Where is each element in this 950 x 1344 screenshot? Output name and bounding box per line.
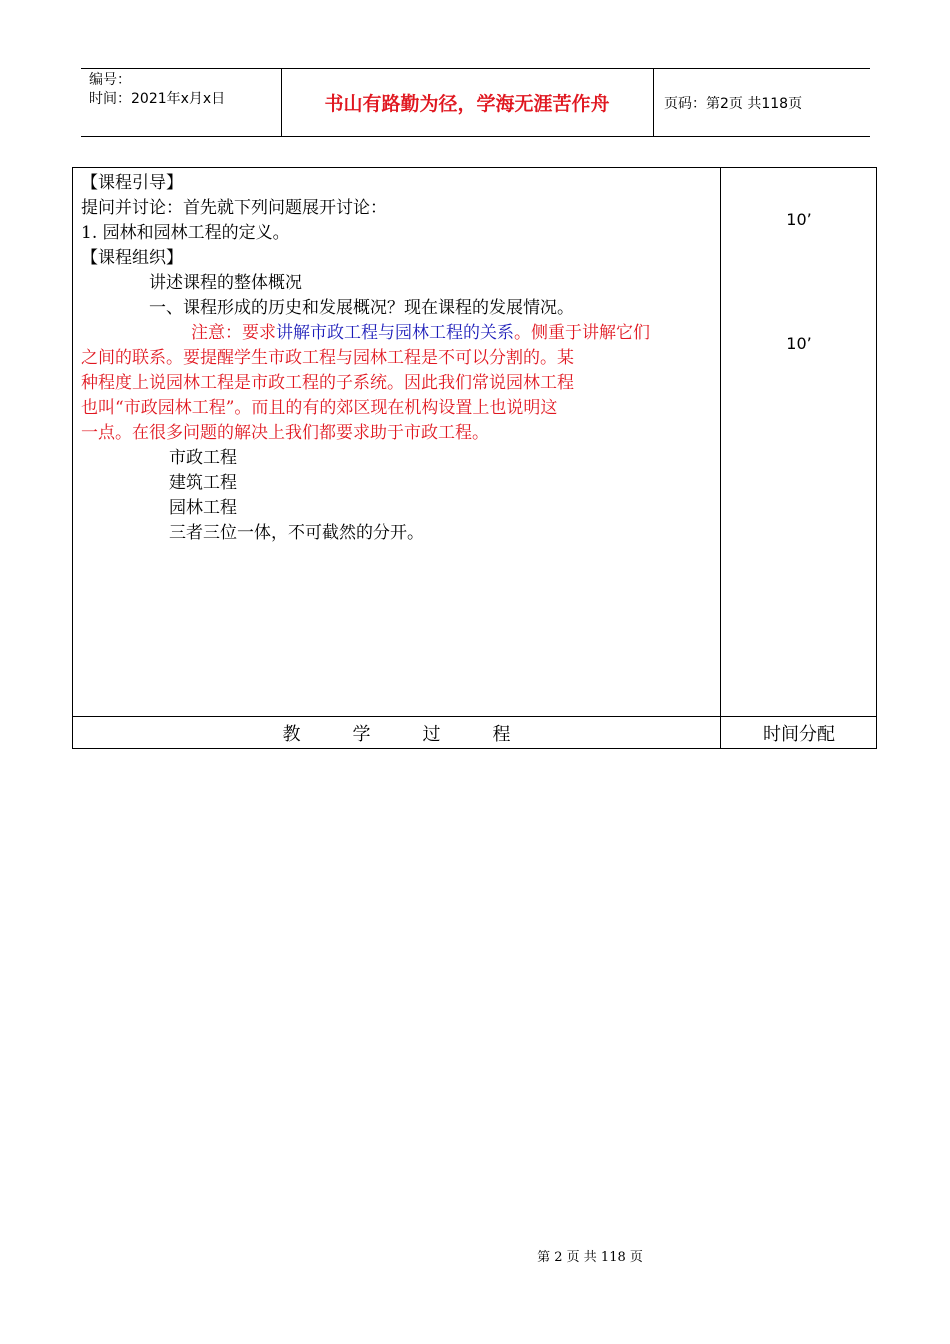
date-label: 时间：2021年x月x日	[89, 91, 226, 107]
page-footer: 第 2 页 共 118 页	[537, 1250, 643, 1265]
note-line-2: 之间的联系。要提醒学生市政工程与园林工程是不可以分割的。某	[81, 348, 574, 368]
header-right-cell	[654, 69, 870, 136]
column-divider	[720, 168, 721, 748]
note-line-5: 一点。在很多问题的解决上我们都要求助于市政工程。	[81, 423, 489, 443]
time-value-1: 10’	[786, 210, 812, 229]
list-item-building: 建筑工程	[169, 473, 237, 493]
note-prefix: 注意：要求	[191, 323, 276, 343]
list-item-garden: 园林工程	[169, 498, 237, 518]
overview-text: 讲述课程的整体概况	[149, 273, 302, 293]
note-line-4: 也叫“市政园林工程”。而且的有的郊区现在机构设置上也说明这	[81, 398, 558, 418]
question-1: 1. 园林和园林工程的定义。	[81, 223, 290, 243]
process-label: 教学过程	[282, 724, 563, 745]
conclusion-text: 三者三位一体，不可截然的分开。	[169, 523, 424, 543]
note-line-3: 种程度上说园林工程是市政工程的子系统。因此我们常说园林工程	[81, 373, 574, 393]
header-page-label: 页码：第2页 共118页	[664, 95, 803, 112]
page-header	[81, 68, 870, 137]
discussion-text: 提问并讨论：首先就下列问题展开讨论：	[81, 198, 387, 218]
number-label: 编号：	[89, 72, 131, 88]
org-title: 【课程组织】	[81, 248, 183, 268]
time-value-2: 10’	[786, 334, 812, 353]
history-text: 一、课程形成的历史和发展概况？现在课程的发展情况。	[149, 298, 574, 318]
lesson-table	[72, 167, 877, 749]
time-allocation-label: 时间分配	[763, 724, 835, 745]
lesson-content	[81, 171, 713, 546]
note-rest: 。侧重于讲解它们	[514, 323, 650, 343]
note-paragraph	[81, 321, 713, 446]
intro-title: 【课程引导】	[81, 173, 183, 193]
list-item-municipal: 市政工程	[169, 448, 237, 468]
header-left-cell	[81, 69, 282, 136]
header-motto: 书山有路勤为径，学海无涯苦作舟	[281, 69, 654, 136]
note-highlight: 讲解市政工程与园林工程的关系	[276, 323, 514, 343]
